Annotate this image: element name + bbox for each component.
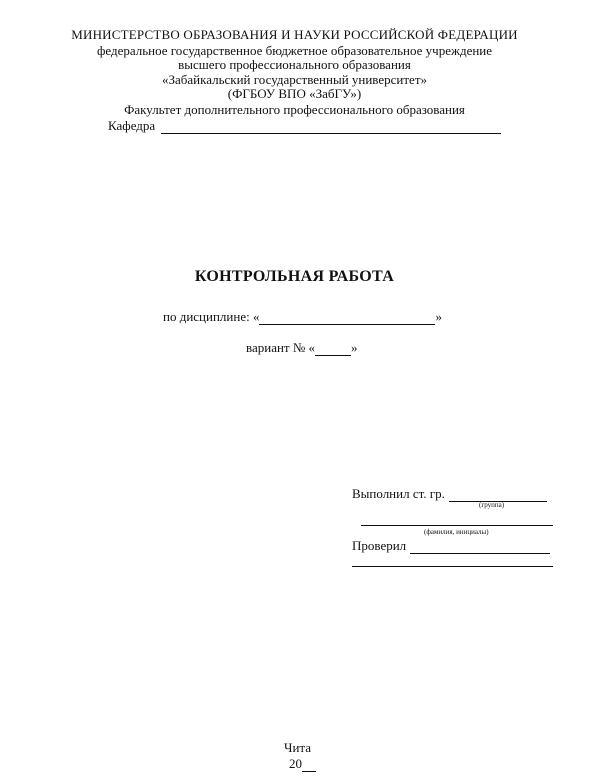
checker-blank-line [410,541,550,554]
department-label: Кафедра [108,118,156,133]
discipline-row [163,309,442,325]
discipline-close-quote: » [435,309,442,324]
variant-row [246,340,358,356]
university-abbreviation: (ФГБОУ ВПО «ЗабГУ») [227,86,362,101]
university-name: «Забайкальский государственный университет» [161,72,428,87]
discipline-blank-line [259,312,435,325]
year-blank-line [302,759,316,772]
institution-type-line-2: высшего профессионального образования [178,57,411,72]
name-blank-line [361,511,553,526]
variant-close-quote: » [351,340,358,355]
city-name: Чита [284,740,312,755]
institution-type-line-1: федеральное государственное бюджетное образовательное учреждение [96,43,493,58]
variant-label: вариант № « [246,340,316,355]
year-row [289,756,316,772]
name-hint: (фамилия, инициалы) [424,528,489,536]
year-prefix: 20 [289,756,302,771]
checked-by-label: Проверил [352,538,407,553]
department-blank-line [161,121,501,134]
performed-by-label: Выполнил ст. гр. [352,486,445,501]
document-title: КОНТРОЛЬНАЯ РАБОТА [194,268,395,285]
group-hint: (группа) [479,501,505,509]
checked-by-row [352,538,550,554]
performed-by-row [352,486,547,502]
faculty-name: Факультет дополнительного профессионального образования [124,102,465,117]
variant-blank-line [315,343,351,356]
discipline-label: по дисциплине: « [163,309,260,324]
checker-second-blank-line [352,554,553,567]
ministry-name: МИНИСТЕРСТВО ОБРАЗОВАНИЯ И НАУКИ РОССИЙСКОЙ ФЕДЕРАЦИИ [71,27,518,42]
department-row [108,118,501,134]
